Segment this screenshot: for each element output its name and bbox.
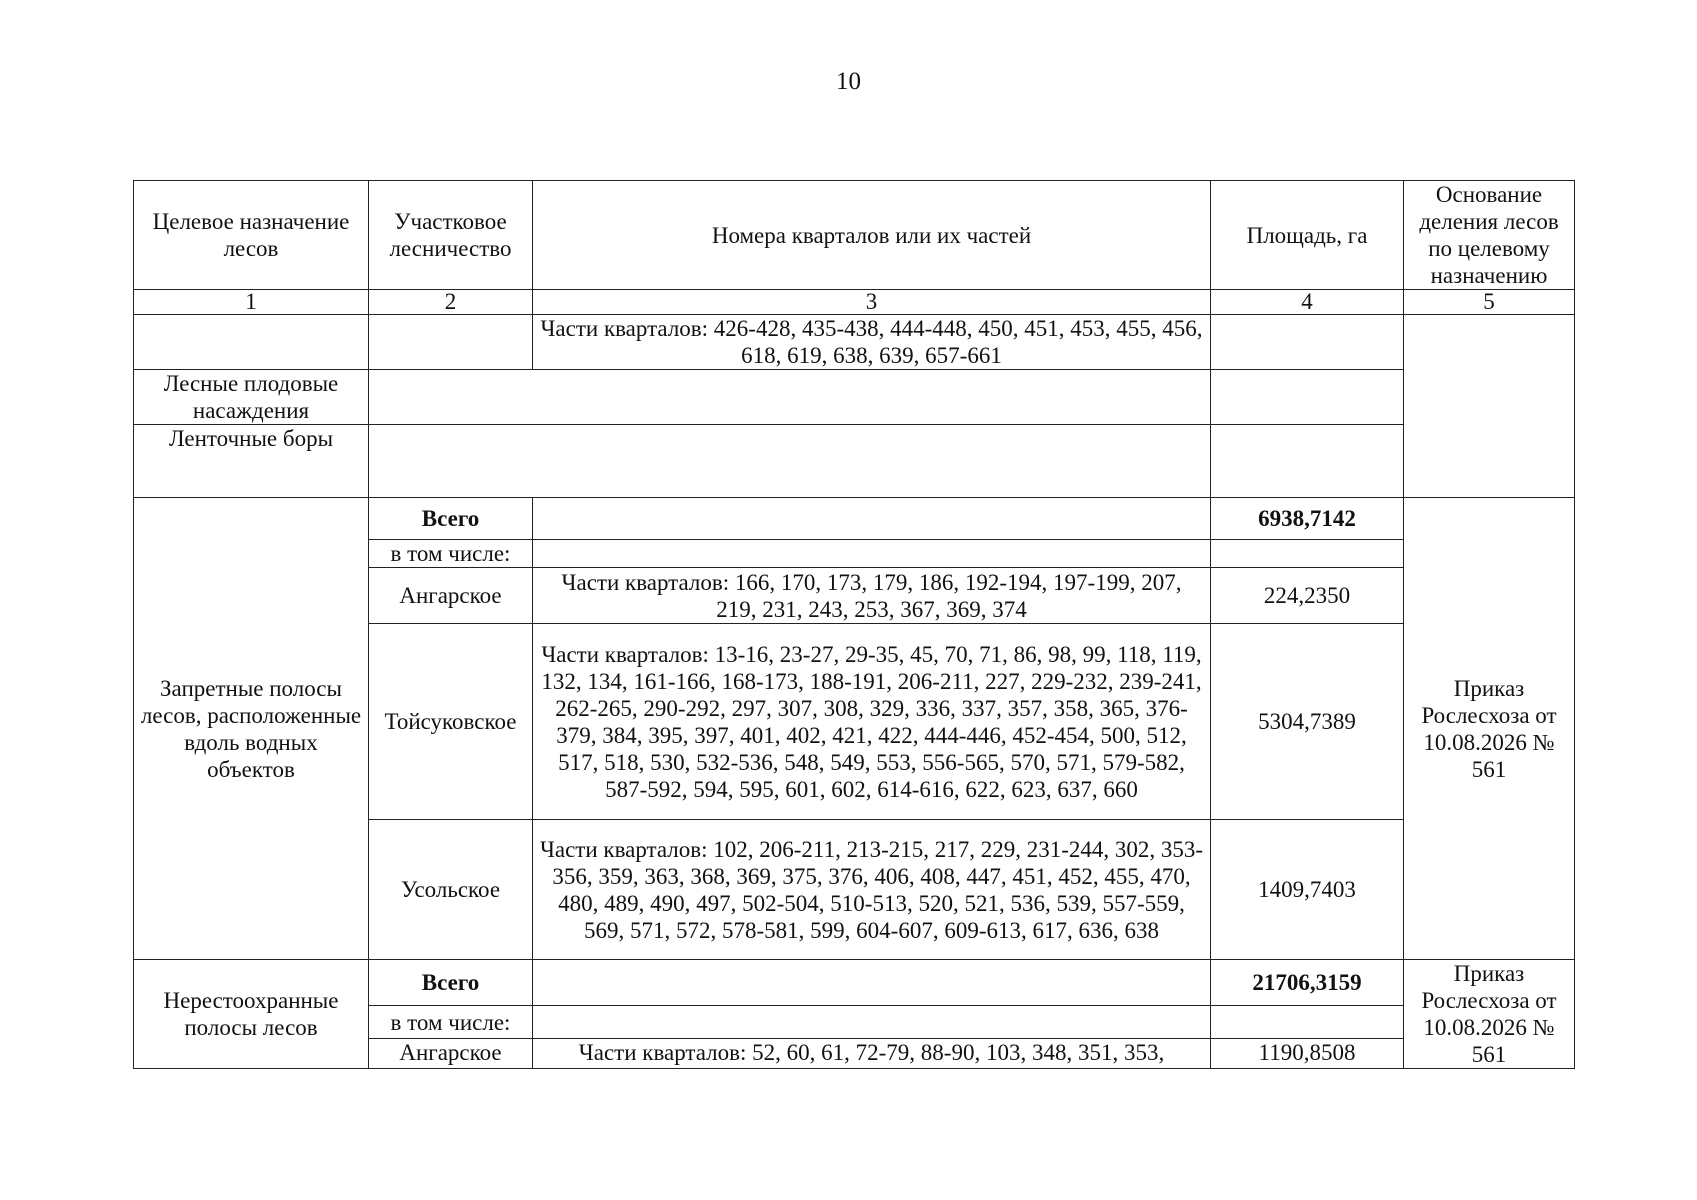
header-area: Площадь, га — [1211, 181, 1404, 290]
quarters-cell: Части кварталов: 426-428, 435-438, 444-448, 450, 451, 453, 455, 456, 618, 619, 638, 639, 657-661 — [533, 315, 1211, 370]
empty-cell — [1211, 315, 1404, 370]
empty-cell — [1211, 370, 1404, 425]
empty-cell — [533, 498, 1211, 540]
purpose-cell: Нерестоохранные полосы лесов — [134, 960, 369, 1069]
empty-cell — [1211, 1006, 1404, 1038]
purpose-cell: Лесные плодовые насаждения — [134, 370, 369, 425]
purpose-cell: Запретные полосы лесов, расположенные вдоль водных объектов — [134, 498, 369, 960]
forestry-cell: Ангарское — [369, 1038, 533, 1068]
area-cell: 1190,8508 — [1211, 1038, 1404, 1068]
column-number-row — [134, 290, 1575, 315]
page-number: 10 — [836, 68, 861, 95]
header-basis: Основание деления лесов по целевому назначению — [1404, 181, 1575, 290]
empty-cell — [369, 425, 1211, 498]
basis-cell: Приказ Рослесхоза от 10.08.2026 № 561 — [1404, 498, 1575, 960]
table-header-row — [134, 181, 1575, 290]
empty-cell — [533, 1006, 1211, 1038]
total-area: 6938,7142 — [1211, 498, 1404, 540]
empty-cell — [369, 370, 1211, 425]
total-label: Всего — [369, 960, 533, 1006]
empty-cell — [533, 960, 1211, 1006]
total-label: Всего — [369, 498, 533, 540]
column-number: 2 — [369, 290, 533, 315]
basis-cell-empty — [1404, 315, 1575, 498]
empty-cell — [1211, 540, 1404, 568]
including-label: в том числе: — [369, 540, 533, 568]
column-number: 4 — [1211, 290, 1404, 315]
basis-cell: Приказ Рослесхоза от 10.08.2026 № 561 — [1404, 960, 1575, 1069]
header-purpose: Целевое назначение лесов — [134, 181, 369, 290]
total-area: 21706,3159 — [1211, 960, 1404, 1006]
forestry-cell: Усольское — [369, 820, 533, 960]
header-quarters: Номера кварталов или их частей — [533, 181, 1211, 290]
area-cell: 224,2350 — [1211, 568, 1404, 624]
column-number: 1 — [134, 290, 369, 315]
table-row — [134, 425, 1575, 498]
quarters-cell: Части кварталов: 102, 206-211, 213-215, 217, 229, 231-244, 302, 353-356, 359, 363, 368, 369, 375, 376, 406, 408, 447, 451, 452, 455, 470, 480, 489, 490, 497, 502-504, 510-513, 520, 521, 536, 539, 557-559, 569, 571, 572, 578-581, 599, 604-607, 609-613, 617, 636, 638 — [533, 820, 1211, 960]
empty-cell — [369, 315, 533, 370]
empty-cell — [533, 540, 1211, 568]
table-row — [134, 960, 1575, 1006]
quarters-cell: Части кварталов: 166, 170, 173, 179, 186, 192-194, 197-199, 207, 219, 231, 243, 253, 367, 369, 374 — [533, 568, 1211, 624]
column-number: 5 — [1404, 290, 1575, 315]
forestry-cell: Тойсуковское — [369, 624, 533, 820]
purpose-cell: Ленточные боры — [134, 425, 369, 498]
area-cell: 1409,7403 — [1211, 820, 1404, 960]
quarters-cell: Части кварталов: 52, 60, 61, 72-79, 88-90, 103, 348, 351, 353, — [533, 1038, 1211, 1068]
table-row — [134, 370, 1575, 425]
empty-cell — [1211, 425, 1404, 498]
including-label: в том числе: — [369, 1006, 533, 1038]
table-row — [134, 315, 1575, 370]
quarters-cell: Части кварталов: 13-16, 23-27, 29-35, 45, 70, 71, 86, 98, 99, 118, 119, 132, 134, 161-166, 168-173, 188-191, 206-211, 227, 229-232, 239-241, 262-265, 290-292, 297, 307, 308, 329, 336, 337, 357, 358, 365, 376-379, 384, 395, 397, 401, 402, 421, 422, 444-446, 452-454, 500, 512, 517, 518, 530, 532-536, 548, 549, 553, 556-565, 570, 571, 579-582, 587-592, 594, 595, 601, 602, 614-616, 622, 623, 637, 660 — [533, 624, 1211, 820]
area-cell: 5304,7389 — [1211, 624, 1404, 820]
column-number: 3 — [533, 290, 1211, 315]
header-forestry: Участковое лесничество — [369, 181, 533, 290]
forestry-cell: Ангарское — [369, 568, 533, 624]
forest-purpose-table — [133, 180, 1575, 1069]
table-row — [134, 498, 1575, 540]
empty-cell — [134, 315, 369, 370]
